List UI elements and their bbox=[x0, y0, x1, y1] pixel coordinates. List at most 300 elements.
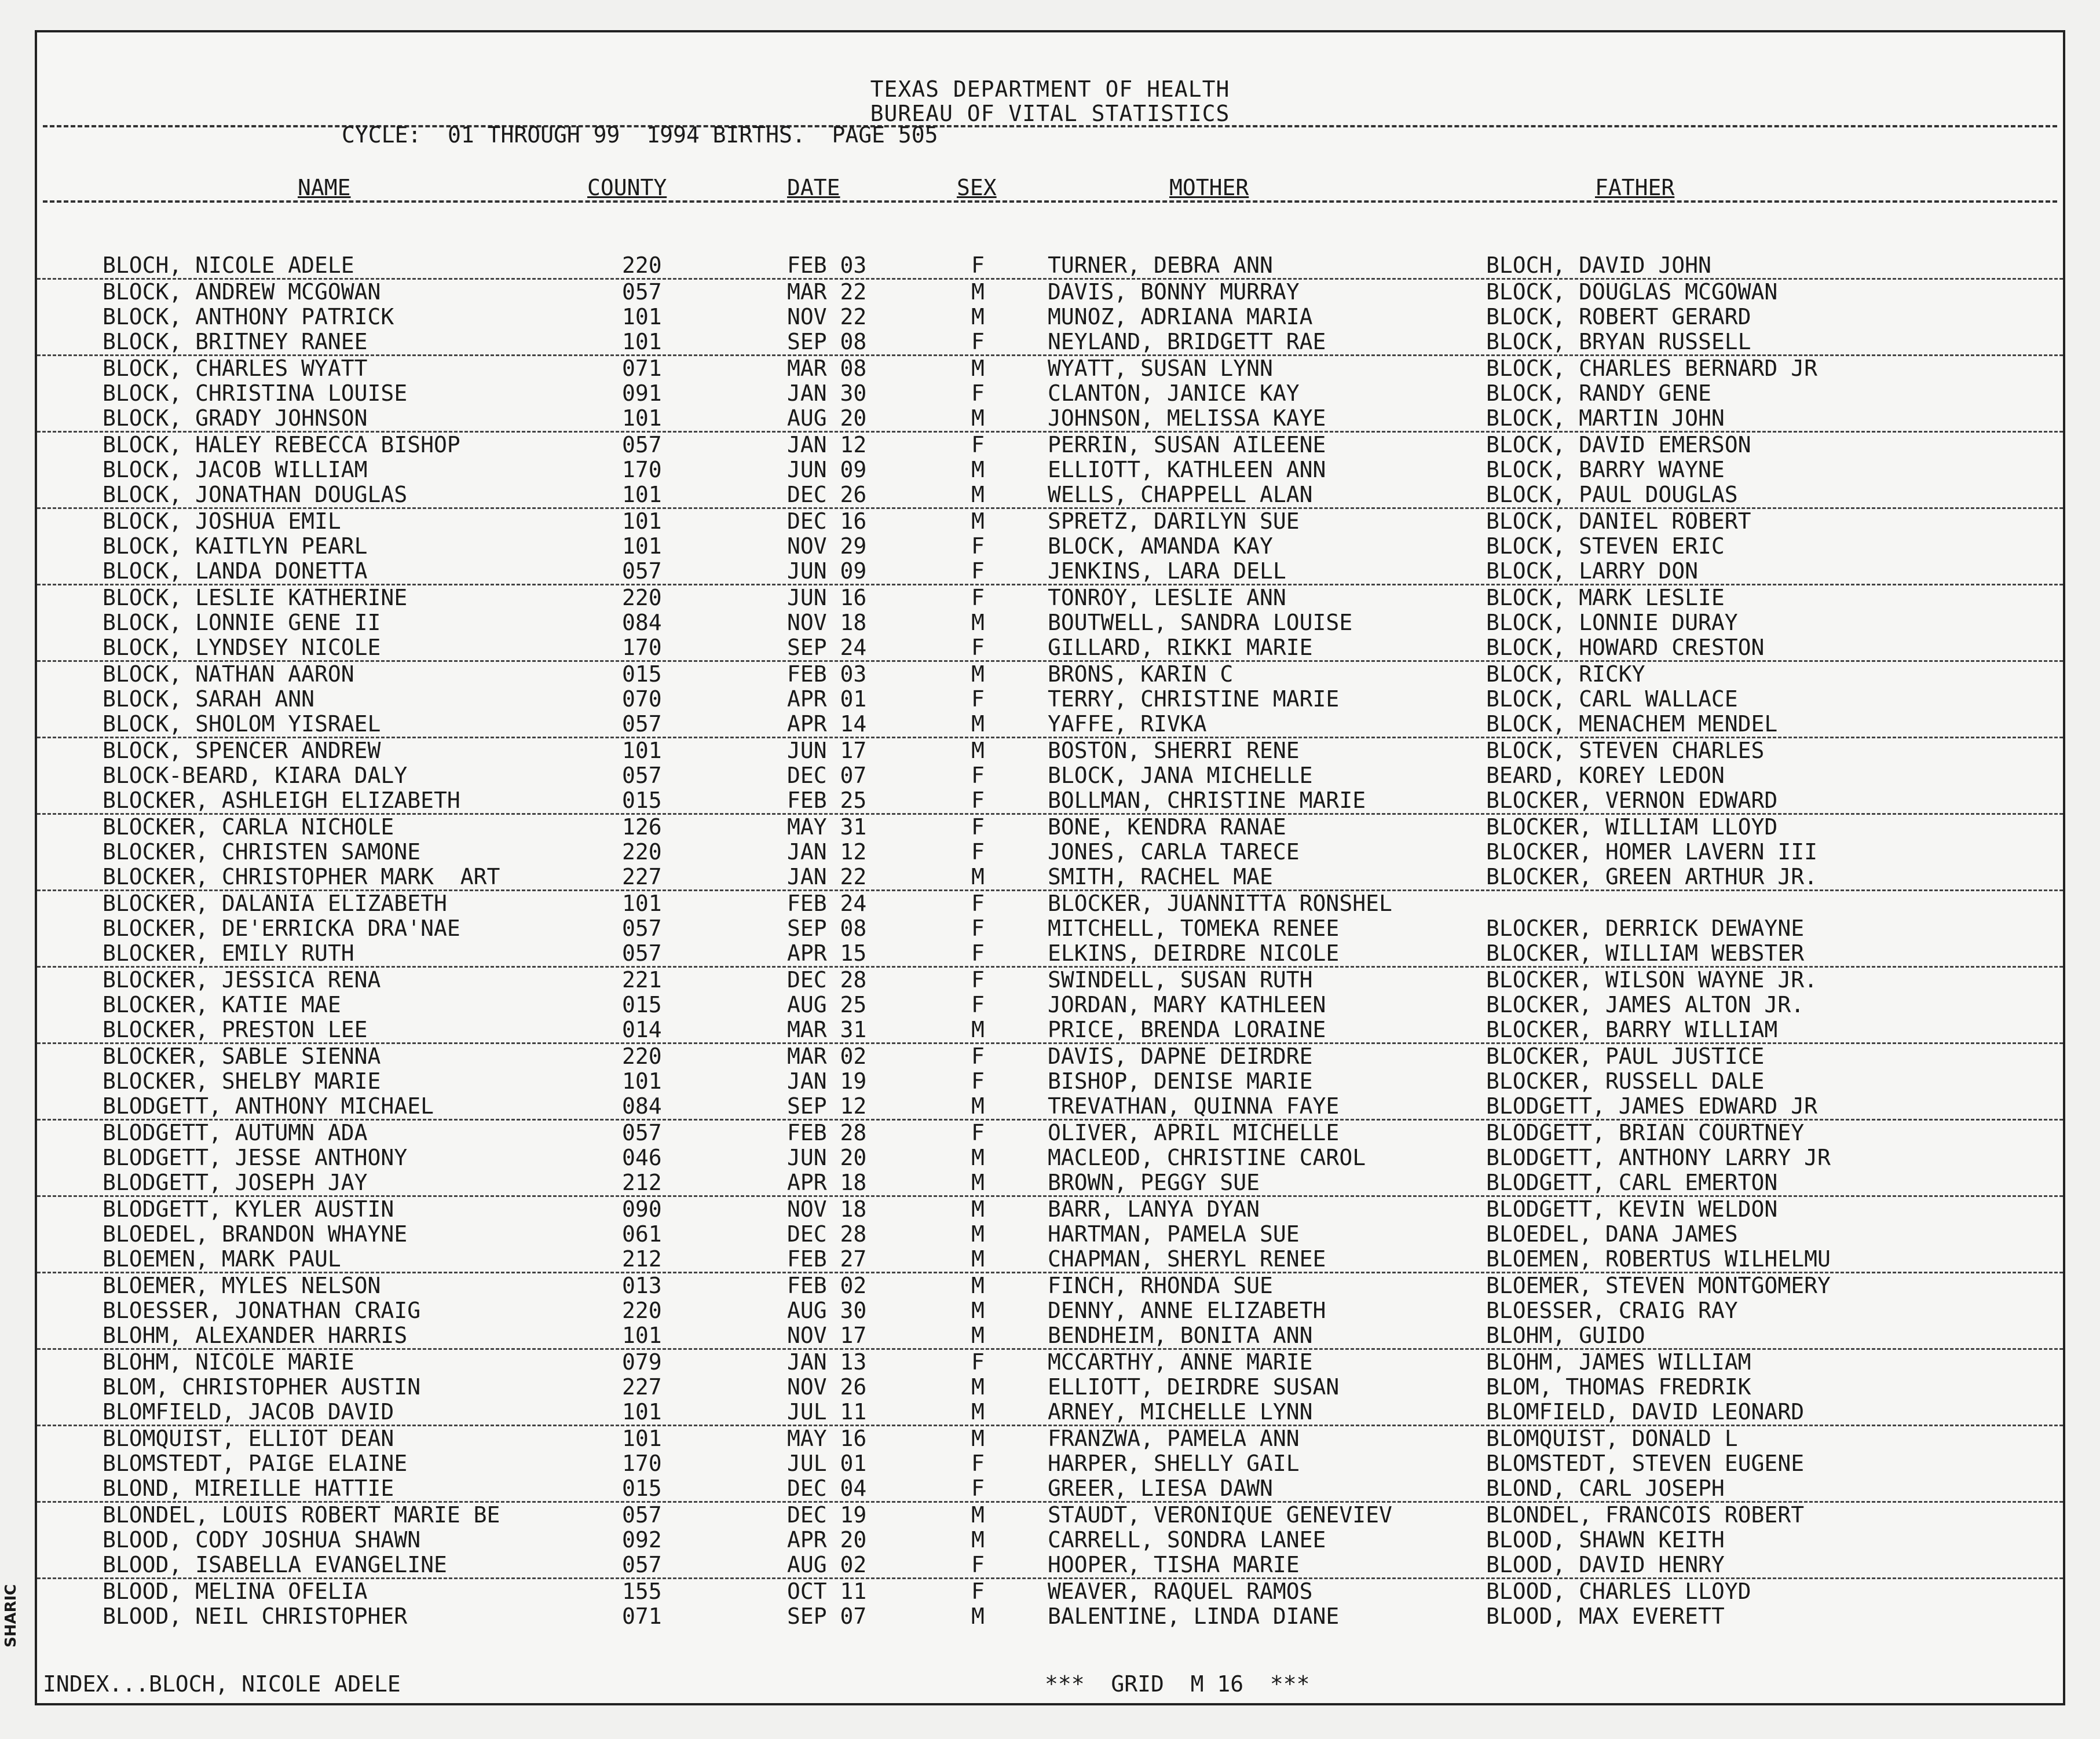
bureau-title: BUREAU OF VITAL STATISTICS bbox=[870, 101, 1230, 126]
cell-sex: F bbox=[971, 1476, 985, 1501]
cell-date: JUN 17 bbox=[787, 738, 867, 763]
cell-date: JUN 16 bbox=[787, 585, 867, 610]
cell-father: BLOM, THOMAS FREDRIK bbox=[1486, 1374, 1751, 1400]
cell-name: BLOCKER, PRESTON LEE bbox=[103, 1017, 368, 1042]
cell-county: 057 bbox=[622, 1120, 662, 1145]
cell-sex: F bbox=[971, 940, 985, 966]
cell-date: AUG 25 bbox=[787, 992, 867, 1017]
cell-sex: F bbox=[971, 329, 985, 354]
cell-mother: ARNEY, MICHELLE LYNN bbox=[1048, 1399, 1313, 1425]
cell-father: BLODGETT, CARL EMERTON bbox=[1486, 1170, 1778, 1195]
cell-name: BLOCKER, DE'ERRICKA DRA'NAE bbox=[103, 916, 460, 941]
cell-father: BLOND, CARL JOSEPH bbox=[1486, 1476, 1725, 1501]
cell-mother: BALENTINE, LINDA DIANE bbox=[1048, 1603, 1340, 1629]
cell-sex: F bbox=[971, 380, 985, 406]
cell-sex: M bbox=[971, 1374, 985, 1400]
cell-county: 084 bbox=[622, 610, 662, 635]
cell-name: BLOCKER, CARLA NICHOLE bbox=[103, 814, 394, 840]
cell-name: BLOCKER, JESSICA RENA bbox=[103, 967, 381, 993]
cell-county: 057 bbox=[622, 432, 662, 457]
cell-mother: TURNER, DEBRA ANN bbox=[1048, 252, 1273, 278]
cell-name: BLOCK, GRADY JOHNSON bbox=[103, 405, 368, 431]
table-row bbox=[37, 941, 2063, 968]
cell-date: FEB 25 bbox=[787, 788, 867, 813]
cell-father: BLOCKER, JAMES ALTON JR. bbox=[1486, 992, 1805, 1017]
table-row bbox=[37, 1145, 2063, 1170]
cell-mother: SPRETZ, DARILYN SUE bbox=[1048, 508, 1300, 534]
cell-father: BLOMSTEDT, STEVEN EUGENE bbox=[1486, 1451, 1805, 1476]
cell-father: BLOCKER, DERRICK DEWAYNE bbox=[1486, 916, 1805, 941]
cell-sex: M bbox=[971, 738, 985, 763]
cell-father: BLOMQUIST, DONALD L bbox=[1486, 1426, 1738, 1451]
cell-father: BLONDEL, FRANCOIS ROBERT bbox=[1486, 1502, 1805, 1528]
cell-sex: M bbox=[971, 508, 985, 534]
cell-mother: STAUDT, VERONIQUE GENEVIEV bbox=[1048, 1502, 1392, 1528]
cell-county: 057 bbox=[622, 279, 662, 305]
cell-county: 015 bbox=[622, 788, 662, 813]
table-row bbox=[37, 738, 2063, 763]
cell-name: BLOCK, HALEY REBECCA BISHOP bbox=[103, 432, 460, 457]
cell-name: BLOCK, KAITLYN PEARL bbox=[103, 533, 368, 559]
table-row bbox=[37, 712, 2063, 738]
table-row bbox=[37, 1044, 2063, 1069]
cell-sex: F bbox=[971, 1349, 985, 1375]
cell-name: BLOEMER, MYLES NELSON bbox=[103, 1273, 381, 1298]
table-row bbox=[37, 253, 2063, 280]
cell-mother: SWINDELL, SUSAN RUTH bbox=[1048, 967, 1313, 993]
cell-name: BLOCK, LESLIE KATHERINE bbox=[103, 585, 408, 610]
cell-sex: F bbox=[971, 432, 985, 457]
cell-name: BLOMFIELD, JACOB DAVID bbox=[103, 1399, 394, 1425]
cell-date: DEC 28 bbox=[787, 1221, 867, 1247]
cell-sex: F bbox=[971, 686, 985, 712]
cell-name: BLOCK, CHRISTINA LOUISE bbox=[103, 380, 408, 406]
cell-date: JAN 19 bbox=[787, 1068, 867, 1094]
cell-mother: TREVATHAN, QUINNA FAYE bbox=[1048, 1093, 1340, 1119]
cell-sex: M bbox=[971, 304, 985, 330]
cell-sex: F bbox=[971, 585, 985, 610]
cell-sex: M bbox=[971, 1170, 985, 1195]
cell-county: 227 bbox=[622, 1374, 662, 1400]
cell-mother: HARPER, SHELLY GAIL bbox=[1048, 1451, 1300, 1476]
cell-sex: M bbox=[971, 1221, 985, 1247]
cell-name: BLOCKER, CHRISTEN SAMONE bbox=[103, 839, 421, 865]
cell-county: 057 bbox=[622, 1552, 662, 1577]
cell-date: FEB 27 bbox=[787, 1246, 867, 1272]
cell-sex: M bbox=[971, 1093, 985, 1119]
cell-county: 155 bbox=[622, 1579, 662, 1604]
cell-mother: BISHOP, DENISE MARIE bbox=[1048, 1068, 1313, 1094]
table-row bbox=[37, 1553, 2063, 1579]
cell-father: BLOCKER, RUSSELL DALE bbox=[1486, 1068, 1765, 1094]
cell-sex: F bbox=[971, 1068, 985, 1094]
column-header-date: DATE bbox=[787, 175, 840, 200]
cell-mother: JENKINS, LARA DELL bbox=[1048, 558, 1286, 584]
cell-father: BLOCKER, GREEN ARTHUR JR. bbox=[1486, 864, 1817, 889]
cell-county: 101 bbox=[622, 1426, 662, 1451]
cell-date: JAN 12 bbox=[787, 839, 867, 865]
cell-date: DEC 16 bbox=[787, 508, 867, 534]
cell-name: BLOMQUIST, ELLIOT DEAN bbox=[103, 1426, 394, 1451]
column-header-county: COUNTY bbox=[587, 175, 667, 200]
cell-mother: BLOCKER, JUANNITTA RONSHEL bbox=[1048, 891, 1392, 916]
cell-date: MAR 02 bbox=[787, 1044, 867, 1069]
cell-name: BLOOD, ISABELLA EVANGELINE bbox=[103, 1552, 447, 1577]
cell-father: BLOCK, BARRY WAYNE bbox=[1486, 457, 1725, 482]
cell-father: BLOCH, DAVID JOHN bbox=[1486, 252, 1711, 278]
cell-date: JAN 30 bbox=[787, 380, 867, 406]
cell-father: BLOOD, SHAWN KEITH bbox=[1486, 1527, 1725, 1553]
table-row bbox=[37, 1503, 2063, 1528]
cell-county: 212 bbox=[622, 1246, 662, 1272]
table-row bbox=[37, 635, 2063, 662]
table-row bbox=[37, 865, 2063, 891]
cell-mother: NEYLAND, BRIDGETT RAE bbox=[1048, 329, 1326, 354]
table-row bbox=[37, 610, 2063, 635]
table-row bbox=[37, 534, 2063, 559]
cell-date: MAY 16 bbox=[787, 1426, 867, 1451]
cell-date: NOV 22 bbox=[787, 304, 867, 330]
cell-date: SEP 07 bbox=[787, 1603, 867, 1629]
cell-father: BLOEMEN, ROBERTUS WILHELMU bbox=[1486, 1246, 1831, 1272]
column-header-name: NAME bbox=[298, 175, 351, 200]
cell-name: BLOOD, MELINA OFELIA bbox=[103, 1579, 368, 1604]
cell-mother: BOLLMAN, CHRISTINE MARIE bbox=[1048, 788, 1366, 813]
cell-father: BLOCK, RANDY GENE bbox=[1486, 380, 1711, 406]
cell-sex: M bbox=[971, 1399, 985, 1425]
cell-name: BLOCK, ANDREW MCGOWAN bbox=[103, 279, 381, 305]
table-row bbox=[37, 433, 2063, 457]
cell-county: 046 bbox=[622, 1145, 662, 1170]
cell-sex: M bbox=[971, 864, 985, 889]
table-row bbox=[37, 1222, 2063, 1247]
cell-sex: F bbox=[971, 788, 985, 813]
cell-sex: M bbox=[971, 1323, 985, 1348]
table-row bbox=[37, 457, 2063, 482]
cell-date: DEC 07 bbox=[787, 763, 867, 788]
cell-date: APR 18 bbox=[787, 1170, 867, 1195]
cell-name: BLOND, MIREILLE HATTIE bbox=[103, 1476, 394, 1501]
cell-county: 220 bbox=[622, 585, 662, 610]
cell-mother: ELKINS, DEIRDRE NICOLE bbox=[1048, 940, 1340, 966]
cell-father: BLOCK, PAUL DOUGLAS bbox=[1486, 482, 1738, 507]
cell-sex: M bbox=[971, 1196, 985, 1222]
cell-date: AUG 02 bbox=[787, 1552, 867, 1577]
cell-name: BLOCK, JONATHAN DOUGLAS bbox=[103, 482, 408, 507]
cell-name: BLODGETT, AUTUMN ADA bbox=[103, 1120, 368, 1145]
cell-date: JUN 09 bbox=[787, 558, 867, 584]
column-header-sex: SEX bbox=[957, 175, 997, 200]
cell-name: BLOCKER, EMILY RUTH bbox=[103, 940, 354, 966]
cell-father: BLOCK, MENACHEM MENDEL bbox=[1486, 711, 1778, 737]
cell-sex: F bbox=[971, 916, 985, 941]
cell-county: 084 bbox=[622, 1093, 662, 1119]
cell-county: 057 bbox=[622, 1502, 662, 1528]
table-row bbox=[37, 1121, 2063, 1145]
cell-name: BLOCK, BRITNEY RANEE bbox=[103, 329, 368, 354]
cell-date: OCT 11 bbox=[787, 1579, 867, 1604]
cell-county: 101 bbox=[622, 738, 662, 763]
cell-county: 057 bbox=[622, 558, 662, 584]
cell-mother: MUNOZ, ADRIANA MARIA bbox=[1048, 304, 1313, 330]
cell-mother: DENNY, ANNE ELIZABETH bbox=[1048, 1298, 1326, 1323]
cell-father: BLODGETT, BRIAN COURTNEY bbox=[1486, 1120, 1805, 1145]
cell-father: BLOCK, MARTIN JOHN bbox=[1486, 405, 1725, 431]
cell-date: APR 01 bbox=[787, 686, 867, 712]
cell-date: JUN 09 bbox=[787, 457, 867, 482]
cell-date: JUL 01 bbox=[787, 1451, 867, 1476]
cell-sex: M bbox=[971, 1017, 985, 1042]
table-row bbox=[37, 305, 2063, 330]
table-row bbox=[37, 1426, 2063, 1451]
cell-county: 015 bbox=[622, 992, 662, 1017]
cell-sex: M bbox=[971, 457, 985, 482]
cell-sex: F bbox=[971, 252, 985, 278]
cell-mother: ELLIOTT, KATHLEEN ANN bbox=[1048, 457, 1326, 482]
cell-sex: M bbox=[971, 482, 985, 507]
cell-county: 013 bbox=[622, 1273, 662, 1298]
cell-father: BLOOD, MAX EVERETT bbox=[1486, 1603, 1725, 1629]
cell-county: 220 bbox=[622, 839, 662, 865]
cell-father: BLODGETT, KEVIN WELDON bbox=[1486, 1196, 1778, 1222]
table-row bbox=[37, 687, 2063, 712]
cell-name: BLONDEL, LOUIS ROBERT MARIE BE bbox=[103, 1502, 500, 1528]
cell-sex: F bbox=[971, 992, 985, 1017]
cell-name: BLOCK, LYNDSEY NICOLE bbox=[103, 635, 381, 660]
cell-father: BLOCKER, WILLIAM WEBSTER bbox=[1486, 940, 1805, 966]
cell-father: BLOCK, DOUGLAS MCGOWAN bbox=[1486, 279, 1778, 305]
table-row bbox=[37, 1069, 2063, 1094]
table-row bbox=[37, 1298, 2063, 1323]
cell-sex: M bbox=[971, 279, 985, 305]
cell-county: 101 bbox=[622, 482, 662, 507]
cell-sex: M bbox=[971, 1527, 985, 1553]
table-row bbox=[37, 1579, 2063, 1604]
cell-name: BLOCKER, ASHLEIGH ELIZABETH bbox=[103, 788, 460, 813]
cell-county: 170 bbox=[622, 457, 662, 482]
cell-county: 212 bbox=[622, 1170, 662, 1195]
cell-name: BLOCK, ANTHONY PATRICK bbox=[103, 304, 394, 330]
table-row bbox=[37, 1017, 2063, 1044]
table-row bbox=[37, 662, 2063, 687]
cell-sex: M bbox=[971, 711, 985, 737]
cell-mother: SMITH, RACHEL MAE bbox=[1048, 864, 1273, 889]
cell-father: BLOEDEL, DANA JAMES bbox=[1486, 1221, 1738, 1247]
cell-date: DEC 28 bbox=[787, 967, 867, 993]
cell-mother: BARR, LANYA DYAN bbox=[1048, 1196, 1260, 1222]
cell-date: NOV 26 bbox=[787, 1374, 867, 1400]
table-row bbox=[37, 1528, 2063, 1553]
cell-mother: MCCARTHY, ANNE MARIE bbox=[1048, 1349, 1313, 1375]
cell-mother: JOHNSON, MELISSA KAYE bbox=[1048, 405, 1326, 431]
cell-date: MAR 31 bbox=[787, 1017, 867, 1042]
cell-county: 170 bbox=[622, 1451, 662, 1476]
cell-name: BLOCK, SPENCER ANDREW bbox=[103, 738, 381, 763]
cell-sex: F bbox=[971, 1451, 985, 1476]
cell-mother: OLIVER, APRIL MICHELLE bbox=[1048, 1120, 1340, 1145]
cell-father: BLOMFIELD, DAVID LEONARD bbox=[1486, 1399, 1805, 1425]
cell-father: BLOCK, CHARLES BERNARD JR bbox=[1486, 356, 1817, 381]
cell-date: JAN 13 bbox=[787, 1349, 867, 1375]
cell-mother: BOSTON, SHERRI RENE bbox=[1048, 738, 1300, 763]
cell-sex: F bbox=[971, 1044, 985, 1069]
table-row bbox=[37, 585, 2063, 610]
cell-county: 057 bbox=[622, 711, 662, 737]
cell-sex: F bbox=[971, 558, 985, 584]
table-row bbox=[37, 993, 2063, 1017]
cell-sex: F bbox=[971, 839, 985, 865]
cell-sex: F bbox=[971, 1552, 985, 1577]
table-row bbox=[37, 1247, 2063, 1273]
cell-county: 071 bbox=[622, 356, 662, 381]
table-row bbox=[37, 891, 2063, 916]
table-row bbox=[37, 1604, 2063, 1629]
cell-date: JUL 11 bbox=[787, 1399, 867, 1425]
cell-date: MAR 22 bbox=[787, 279, 867, 305]
cell-father: BLOCKER, PAUL JUSTICE bbox=[1486, 1044, 1765, 1069]
cell-mother: BONE, KENDRA RANAE bbox=[1048, 814, 1286, 840]
table-row bbox=[37, 788, 2063, 815]
cell-mother: MITCHELL, TOMEKA RENEE bbox=[1048, 916, 1340, 941]
cell-date: NOV 29 bbox=[787, 533, 867, 559]
cell-county: 101 bbox=[622, 1323, 662, 1348]
header-rule-bottom bbox=[43, 200, 2057, 203]
cell-county: 014 bbox=[622, 1017, 662, 1042]
cell-name: BLOCK, JACOB WILLIAM bbox=[103, 457, 368, 482]
cell-county: 057 bbox=[622, 763, 662, 788]
table-row bbox=[37, 1476, 2063, 1503]
cell-name: BLOCK-BEARD, KIARA DALY bbox=[103, 763, 408, 788]
cell-county: 220 bbox=[622, 252, 662, 278]
cell-father: BLOCK, ROBERT GERARD bbox=[1486, 304, 1751, 330]
cell-name: BLODGETT, KYLER AUSTIN bbox=[103, 1196, 394, 1222]
table-row bbox=[37, 1094, 2063, 1121]
cell-county: 101 bbox=[622, 891, 662, 916]
table-row bbox=[37, 1350, 2063, 1375]
cell-county: 170 bbox=[622, 635, 662, 660]
cell-sex: M bbox=[971, 1502, 985, 1528]
cell-name: BLOM, CHRISTOPHER AUSTIN bbox=[103, 1374, 421, 1400]
cell-date: SEP 24 bbox=[787, 635, 867, 660]
cell-sex: F bbox=[971, 763, 985, 788]
cell-name: BLOCK, LANDA DONETTA bbox=[103, 558, 368, 584]
table-row bbox=[37, 1400, 2063, 1426]
cell-county: 090 bbox=[622, 1196, 662, 1222]
cell-sex: M bbox=[971, 1273, 985, 1298]
cell-mother: WYATT, SUSAN LYNN bbox=[1048, 356, 1273, 381]
cell-name: BLOCKER, CHRISTOPHER MARK ART bbox=[103, 864, 500, 889]
cell-date: APR 20 bbox=[787, 1527, 867, 1553]
cell-mother: DAVIS, DAPNE DEIRDRE bbox=[1048, 1044, 1313, 1069]
cell-county: 057 bbox=[622, 940, 662, 966]
cell-sex: F bbox=[971, 635, 985, 660]
cell-date: NOV 18 bbox=[787, 610, 867, 635]
cell-father: BLOCKER, VERNON EDWARD bbox=[1486, 788, 1778, 813]
table-row bbox=[37, 840, 2063, 865]
cell-father: BLOCK, STEVEN CHARLES bbox=[1486, 738, 1765, 763]
cell-county: 101 bbox=[622, 405, 662, 431]
cell-father: BLOCK, DAVID EMERSON bbox=[1486, 432, 1751, 457]
cell-date: MAY 31 bbox=[787, 814, 867, 840]
cell-date: DEC 04 bbox=[787, 1476, 867, 1501]
cell-name: BLOCKER, SHELBY MARIE bbox=[103, 1068, 381, 1094]
cell-sex: M bbox=[971, 1426, 985, 1451]
footer-grid: *** GRID M 16 *** bbox=[1045, 1671, 1310, 1697]
cell-name: BLOCKER, KATIE MAE bbox=[103, 992, 341, 1017]
cell-mother: YAFFE, RIVKA bbox=[1048, 711, 1207, 737]
cell-county: 092 bbox=[622, 1527, 662, 1553]
cell-date: SEP 08 bbox=[787, 916, 867, 941]
cell-name: BLOCK, SHOLOM YISRAEL bbox=[103, 711, 381, 737]
table-row bbox=[37, 968, 2063, 993]
table-row bbox=[37, 1451, 2063, 1476]
cell-name: BLOCH, NICOLE ADELE bbox=[103, 252, 354, 278]
page-frame bbox=[35, 30, 2065, 1705]
cell-date: JUN 20 bbox=[787, 1145, 867, 1170]
cell-father: BLOEMER, STEVEN MONTGOMERY bbox=[1486, 1273, 1831, 1298]
cell-county: 101 bbox=[622, 304, 662, 330]
cell-name: BLOCK, JOSHUA EMIL bbox=[103, 508, 341, 534]
cell-county: 126 bbox=[622, 814, 662, 840]
cell-date: FEB 03 bbox=[787, 252, 867, 278]
record-list bbox=[37, 253, 2063, 1629]
cell-mother: DAVIS, BONNY MURRAY bbox=[1048, 279, 1300, 305]
cell-mother: BLOCK, JANA MICHELLE bbox=[1048, 763, 1313, 788]
table-row bbox=[37, 1323, 2063, 1350]
cell-mother: HOOPER, TISHA MARIE bbox=[1048, 1552, 1300, 1577]
cell-father: BLOCK, HOWARD CRESTON bbox=[1486, 635, 1765, 660]
side-mark: SHARIC bbox=[2, 1584, 20, 1648]
cell-county: 091 bbox=[622, 380, 662, 406]
cell-mother: BROWN, PEGGY SUE bbox=[1048, 1170, 1260, 1195]
cell-date: JAN 12 bbox=[787, 432, 867, 457]
cell-county: 061 bbox=[622, 1221, 662, 1247]
cell-mother: PRICE, BRENDA LORAINE bbox=[1048, 1017, 1326, 1042]
cell-sex: F bbox=[971, 967, 985, 993]
cell-county: 101 bbox=[622, 1399, 662, 1425]
cell-mother: WEAVER, RAQUEL RAMOS bbox=[1048, 1579, 1313, 1604]
cell-mother: JONES, CARLA TARECE bbox=[1048, 839, 1300, 865]
cell-father: BLODGETT, ANTHONY LARRY JR bbox=[1486, 1145, 1831, 1170]
cell-father: BLOCK, MARK LESLIE bbox=[1486, 585, 1725, 610]
cell-county: 015 bbox=[622, 1476, 662, 1501]
cell-date: AUG 20 bbox=[787, 405, 867, 431]
cell-sex: F bbox=[971, 891, 985, 916]
cell-father: BLOOD, DAVID HENRY bbox=[1486, 1552, 1725, 1577]
cell-father: BEARD, KOREY LEDON bbox=[1486, 763, 1725, 788]
table-row bbox=[37, 916, 2063, 941]
cell-county: 220 bbox=[622, 1298, 662, 1323]
cell-mother: BENDHEIM, BONITA ANN bbox=[1048, 1323, 1313, 1348]
cell-sex: M bbox=[971, 1246, 985, 1272]
cell-name: BLOCKER, DALANIA ELIZABETH bbox=[103, 891, 447, 916]
cell-county: 220 bbox=[622, 1044, 662, 1069]
cell-father: BLOCKER, WILSON WAYNE JR. bbox=[1486, 967, 1817, 993]
cell-father: BLOCKER, HOMER LAVERN III bbox=[1486, 839, 1817, 865]
cell-mother: FINCH, RHONDA SUE bbox=[1048, 1273, 1273, 1298]
table-row bbox=[37, 1375, 2063, 1400]
cell-mother: JORDAN, MARY KATHLEEN bbox=[1048, 992, 1326, 1017]
table-row bbox=[37, 330, 2063, 356]
cell-sex: F bbox=[971, 1579, 985, 1604]
cell-date: FEB 24 bbox=[787, 891, 867, 916]
cell-mother: CARRELL, SONDRA LANEE bbox=[1048, 1527, 1326, 1553]
cell-name: BLOOD, CODY JOSHUA SHAWN bbox=[103, 1527, 421, 1553]
cell-name: BLOCK, LONNIE GENE II bbox=[103, 610, 381, 635]
cell-father: BLOCK, LONNIE DURAY bbox=[1486, 610, 1738, 635]
cell-county: 070 bbox=[622, 686, 662, 712]
agency-title: TEXAS DEPARTMENT OF HEALTH bbox=[870, 76, 1230, 102]
